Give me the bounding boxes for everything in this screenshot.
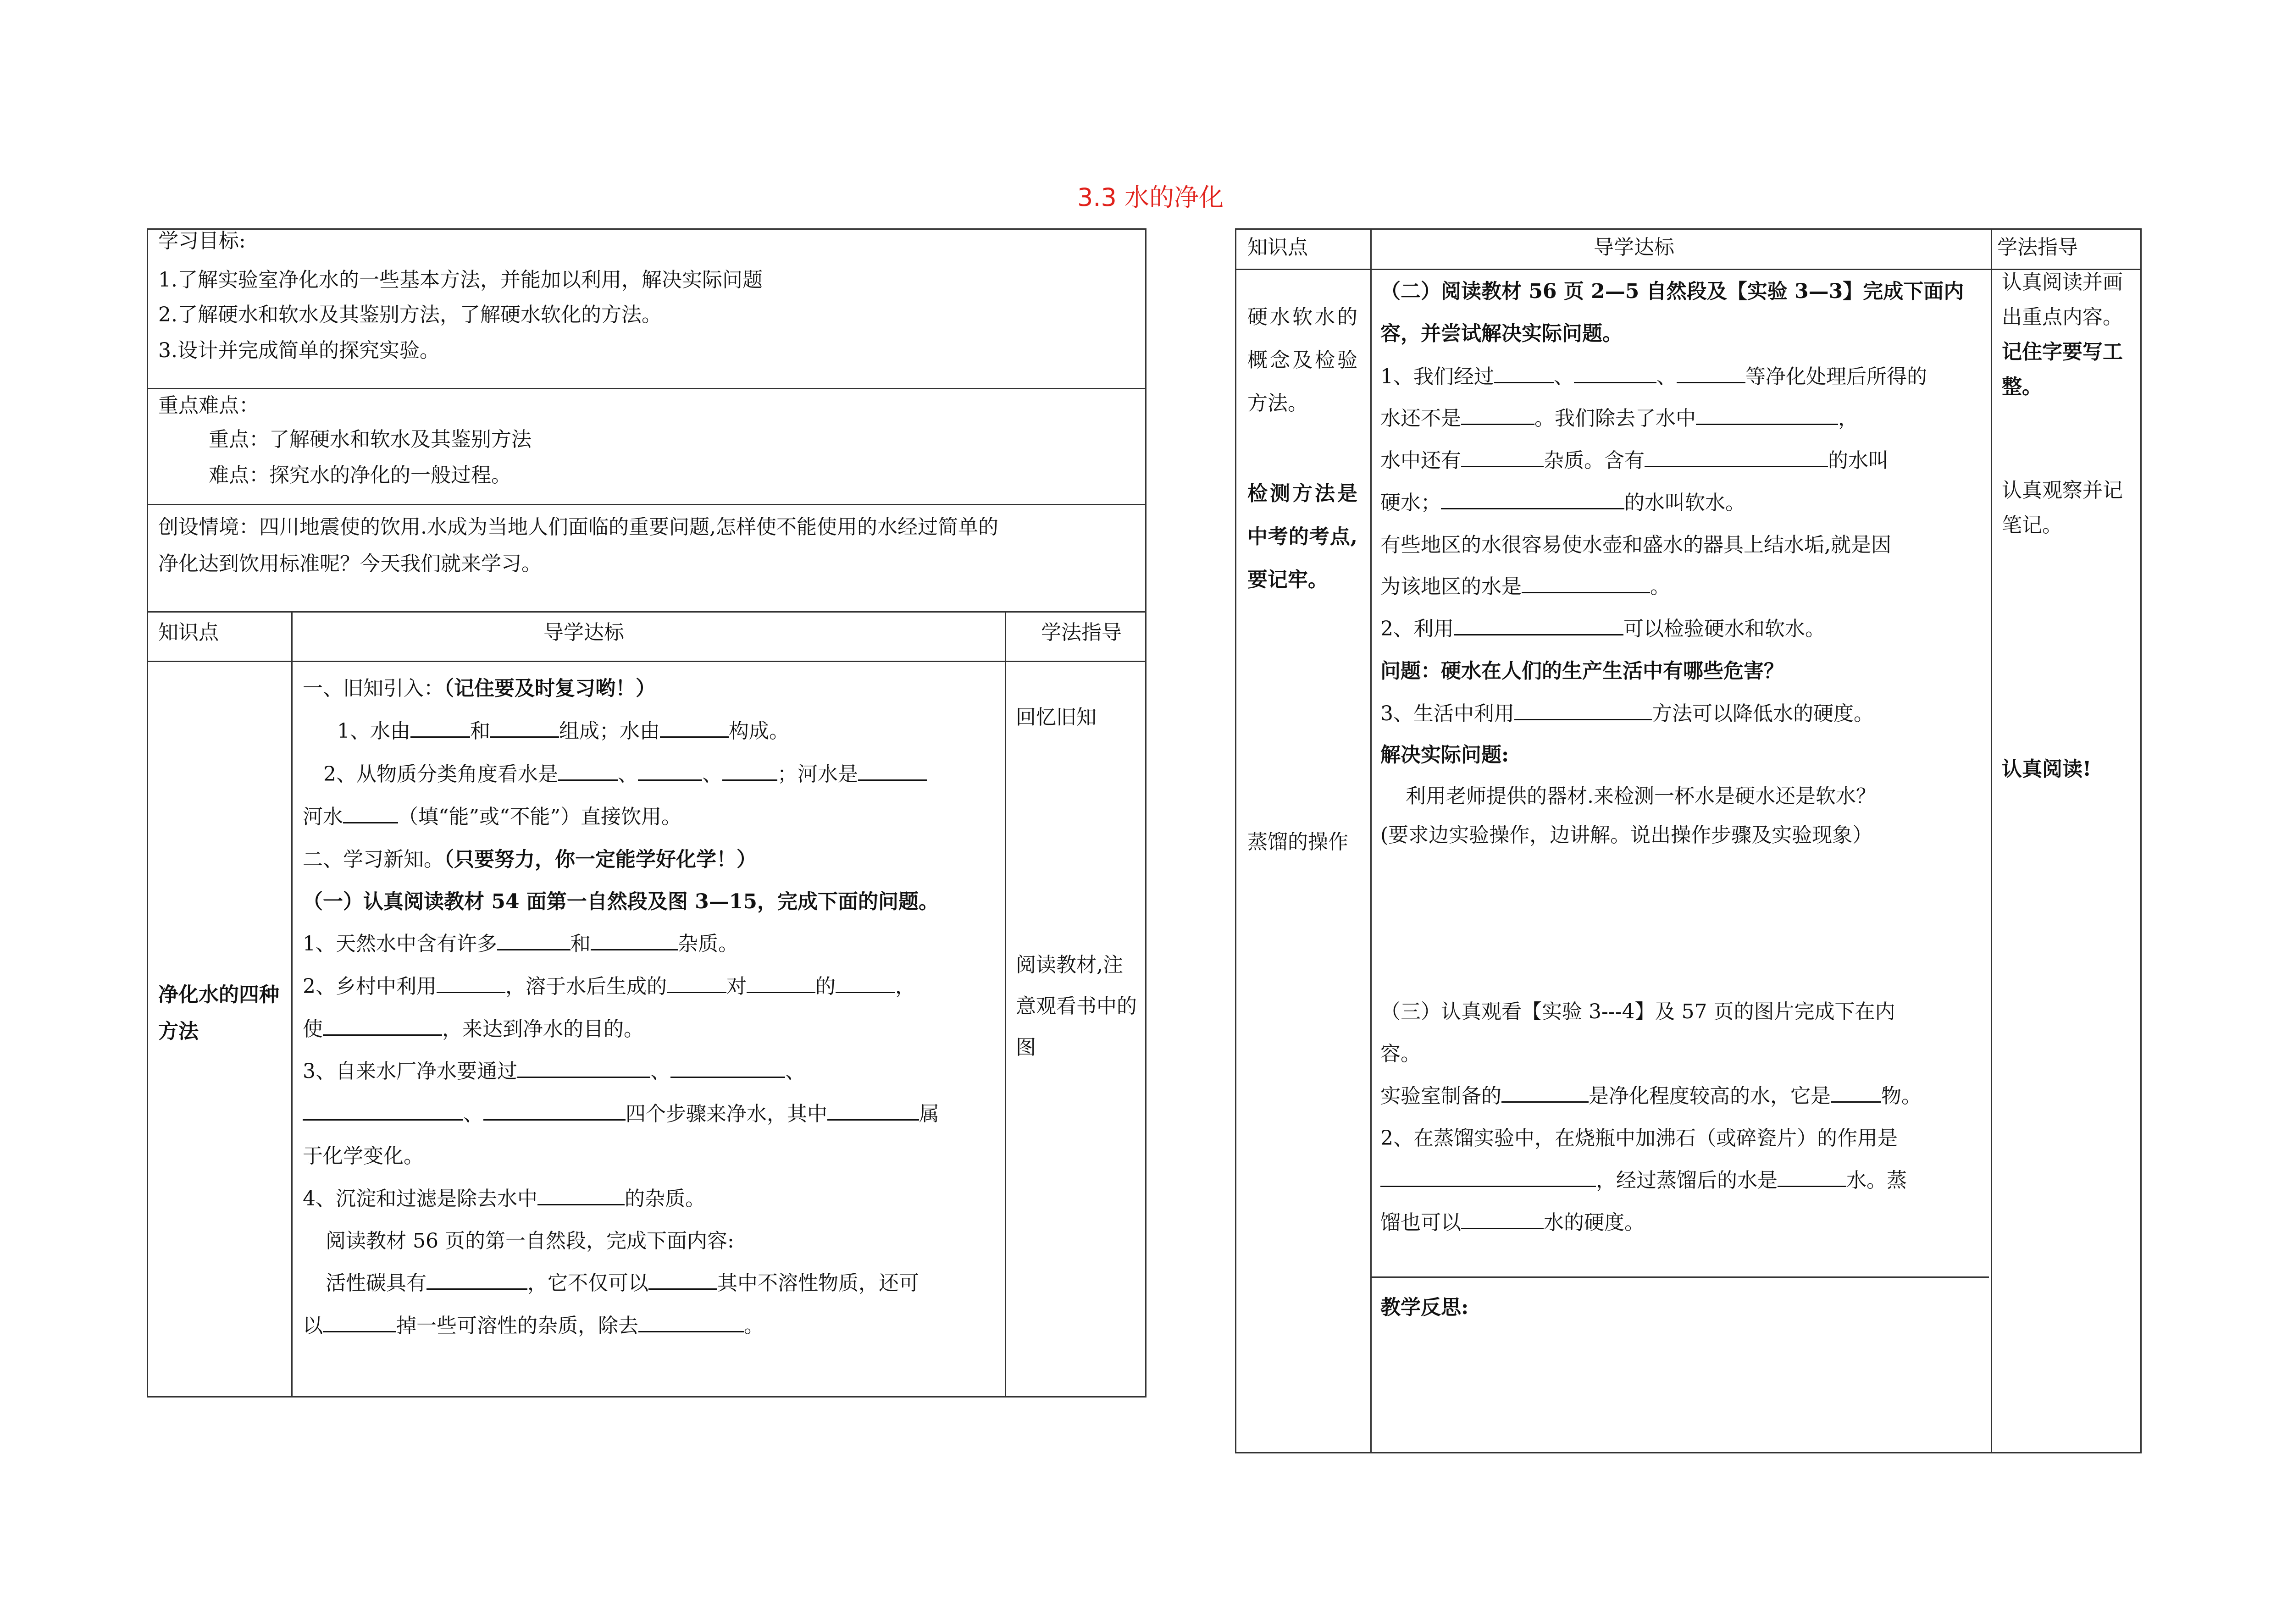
right-header-method: 学法指导 (1997, 236, 2078, 259)
section-2-title: 二、学习新知。 (303, 848, 444, 871)
q4-line-2: 使 ，来达到净水的目的。 (303, 1017, 644, 1041)
r2-line: 2、利用 可以检验硬水和软水。 (1380, 617, 1825, 641)
r1-line-6: 为该地区的水是 。 (1380, 575, 1670, 598)
blank[interactable] (1494, 365, 1554, 383)
blank[interactable] (638, 1315, 744, 1332)
blank[interactable] (1461, 449, 1544, 467)
left-header-method: 学法指导 (1041, 621, 1122, 644)
q2-line-2: 河水 （填“能”或“不能”）直接饮用。 (303, 805, 681, 829)
blank[interactable] (343, 806, 398, 823)
blank[interactable] (437, 975, 505, 993)
left-knowledge-point: 净化水的四种方法 (158, 983, 279, 1043)
section-2-heading (303, 838, 757, 881)
blank[interactable] (1696, 407, 1838, 425)
q1-line: 1、水由 和 组成；水由 构成。 (337, 719, 789, 743)
r1-line: 1、我们经过 、 、 等净化处理后所得的 (1380, 365, 1927, 388)
section-1-title: 一、旧知引入： (303, 677, 444, 700)
right-header-guide: 导学达标 (1594, 236, 1674, 259)
objective-2: 2.了解硬水和软水及其鉴别方法，了解硬水软化的方法。 (158, 303, 662, 326)
blank[interactable] (591, 933, 678, 950)
blank[interactable] (497, 933, 570, 950)
blank[interactable] (426, 1272, 527, 1290)
scenario-line-1: 创设情境：四川地震使的饮用.水成为当地人们面临的重要问题,怎样使不能使用的水经过简单的 (158, 515, 998, 539)
blank[interactable] (747, 975, 815, 993)
kp-distillation: 蒸馏的操作 (1247, 830, 1348, 854)
blank[interactable] (722, 763, 777, 781)
page-title: 3.3 水的净化 (1077, 183, 1224, 212)
part-3-heading-2: 容。 (1380, 1042, 1421, 1066)
left-header-guide: 导学达标 (543, 621, 624, 644)
q8-line-2: 以 掉一些可溶性的杂质，除去 。 (303, 1314, 764, 1337)
blank[interactable] (558, 763, 618, 781)
section-1-heading (303, 667, 656, 710)
r1-line-2: 水还不是 。我们除去了水中 ， (1380, 407, 1858, 430)
blank[interactable] (660, 720, 729, 738)
blank[interactable] (323, 1315, 396, 1332)
method-observe: 认真观察并记笔记。 (2002, 479, 2123, 537)
blank[interactable] (1831, 1085, 1881, 1103)
q8-line: 活性碳具有 ，它不仅可以 其中不溶性物质，还可 (326, 1271, 919, 1295)
r5-line-2: ，经过蒸馏后的水是 水。蒸 (1380, 1159, 1907, 1202)
solve-line-1: 利用老师提供的器材.来检测一杯水是硬水还是软水？ (1406, 784, 1876, 808)
q4-line: 2、乡村中利用 ，溶于水后生成的 对 的 ， (303, 975, 915, 998)
blank[interactable] (827, 1103, 919, 1121)
blank[interactable] (490, 720, 559, 738)
r4-line: 实验室制备的 是净化程度较高的水，它是 物。 (1380, 1084, 1922, 1108)
method-read-mark: 认真阅读并画出重点内容。记住字要写工整。 (2002, 271, 2123, 398)
objective-3: 3.设计并完成简单的探究实验。 (158, 339, 440, 362)
kp-test-method: 检测方法是中考的考点,要记牢。 (1247, 482, 1357, 591)
blank[interactable] (836, 975, 895, 993)
focus-key: 重点：了解硬水和软水及其鉴别方法 (209, 428, 532, 451)
r3-line: 3、生活中利用 方法可以降低水的硬度。 (1380, 702, 1874, 725)
blank[interactable] (1461, 1211, 1544, 1229)
blank[interactable] (1778, 1169, 1846, 1187)
blank[interactable] (1441, 492, 1624, 509)
kp-hard-soft-water: 硬水软水的概念及检验方法。 (1247, 305, 1357, 415)
blank[interactable] (483, 1103, 626, 1121)
blank[interactable] (1454, 618, 1623, 635)
solve-line-2: (要求边实验操作，边讲解。说出操作步骤及实验现象） (1380, 823, 1873, 847)
method-read-carefully: 认真阅读! (2002, 757, 2092, 781)
q2-line: 2、从物质分类角度看水是 、 、 ；河水是 (323, 753, 927, 796)
blank[interactable] (1514, 702, 1652, 720)
blank[interactable] (858, 763, 927, 781)
q5-line-2: 、 四个步骤来净水，其中 属 (303, 1093, 939, 1136)
r1-line-5: 有些地区的水很容易使水壶和盛水的器具上结水垢,就是因 (1380, 533, 1891, 557)
blank[interactable] (638, 763, 702, 781)
blank[interactable] (1645, 449, 1828, 467)
blank[interactable] (537, 1188, 625, 1205)
r5-line-3: 馏也可以 水的硬度。 (1380, 1211, 1645, 1234)
part-2-heading: （二）阅读教材 56 页 2—5 自然段及【实验 3—3】完成下面内容，并尝试解决实际问题。 (1380, 280, 1964, 345)
focus-heading: 重点难点： (158, 394, 259, 417)
q3-line: 1、天然水中含有许多 和 杂质。 (303, 932, 738, 956)
blank[interactable] (1461, 407, 1534, 425)
r1-line-3: 水中还有 杂质。含有 的水叫 (1380, 449, 1889, 472)
r5-line: 2、在蒸馏实验中，在烧瓶中加沸石（或碎瓷片）的作用是 (1380, 1127, 1898, 1150)
question-line: 问题：硬水在人们的生产生活中有哪些危害？ (1380, 659, 1784, 683)
blank[interactable] (410, 720, 470, 738)
part-3-heading: （三）认真观看【实验 3---4】及 57 页的图片完成下在内 (1380, 1000, 1895, 1023)
r1-line-4: 硬水； 的水叫软水。 (1380, 491, 1745, 514)
objectives-heading: 学习目标: (158, 229, 246, 253)
blank[interactable] (667, 975, 726, 993)
scenario-line-2: 净化达到饮用标准呢？今天我们就来学习。 (158, 552, 542, 575)
q6-line: 4、沉淀和过滤是除去水中 的杂质。 (303, 1187, 705, 1210)
method-read: 阅读教材,注意观看书中的图 (1016, 953, 1137, 1059)
blank[interactable] (1677, 365, 1745, 383)
blank[interactable] (670, 1060, 785, 1078)
reflection-heading: 教学反思: (1380, 1296, 1469, 1319)
part-1-heading: （一）认真阅读教材 54 面第一自然段及图 3—15，完成下面的问题。 (303, 890, 939, 913)
blank[interactable] (648, 1272, 717, 1290)
solve-heading: 解决实际问题: (1380, 743, 1509, 767)
blank[interactable] (323, 1018, 442, 1036)
blank[interactable] (1574, 365, 1656, 383)
method-review: 回忆旧知 (1016, 706, 1097, 729)
blank[interactable] (1522, 575, 1650, 593)
q7-line: 阅读教材 56 页的第一自然段，完成下面内容: (326, 1229, 734, 1253)
section-2-note: （只要努力，你一定能学好化学！） (444, 848, 757, 871)
section-1-note: （记住要及时复习哟！） (444, 677, 656, 700)
left-header-knowledge: 知识点 (158, 621, 219, 644)
q5-line: 3、自来水厂净水要通过 、 、 (303, 1060, 805, 1083)
blank[interactable] (1501, 1085, 1589, 1103)
right-header-knowledge: 知识点 (1247, 236, 1308, 259)
blank[interactable] (1380, 1169, 1596, 1187)
q5-line-3: 于化学变化。 (303, 1144, 424, 1168)
focus-difficulty: 难点：探究水的净化的一般过程。 (209, 464, 511, 487)
blank[interactable] (303, 1103, 463, 1121)
blank[interactable] (517, 1060, 650, 1078)
objective-1: 1.了解实验室净化水的一些基本方法，并能加以利用，解决实际问题 (158, 268, 763, 292)
